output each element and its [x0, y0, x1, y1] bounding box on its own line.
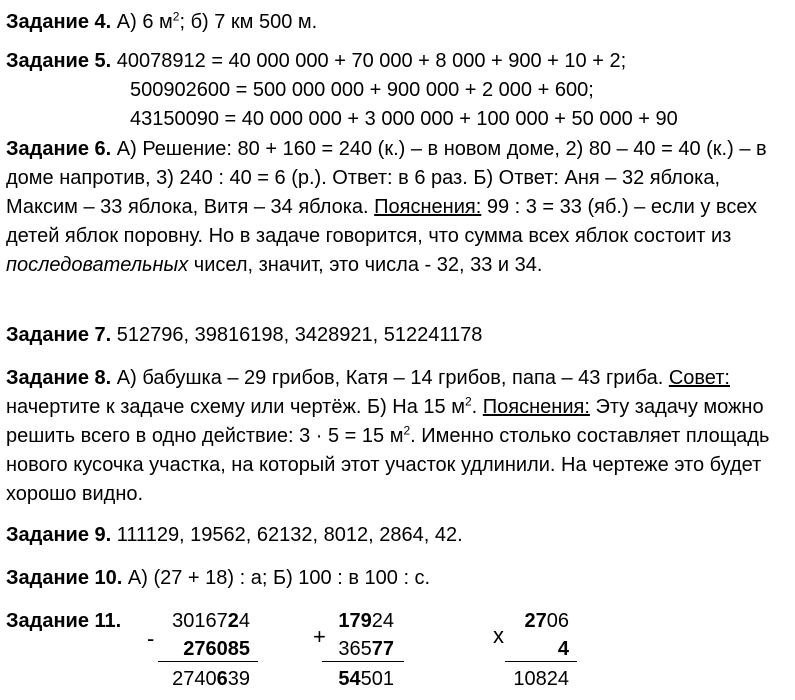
digits: 39 — [227, 668, 250, 690]
task-11-label: Задание 11. — [6, 610, 122, 632]
task-5 — [6, 47, 788, 137]
digit-bold: 4 — [557, 638, 569, 660]
digits: 365 — [338, 638, 372, 660]
task-10-answer: А) (27 + 18) : а; Б) 100 : в 100 : с. — [122, 567, 431, 589]
task-7-answer: 512796, 39816198, 3428921, 512241178 — [111, 324, 483, 346]
task-6-text-1: А) Решение: 80 + 160 = 240 (к.) – в новом доме, 2) 80 – 40 = 40 (к.) – в доме напротив, 3) 240 : 40 = 6 (р.). Ответ: в 6 раз. Б) Ответ: Аня – 32 яблока, Максим – 33 яблока, Витя – 34 яблока. — [6, 138, 767, 218]
sub-rule — [158, 661, 258, 662]
digit-bold: 2 — [227, 610, 239, 632]
task-10-label: Задание 10. — [6, 567, 123, 589]
task-10 — [6, 564, 788, 593]
task-4-label: Задание 4. — [6, 11, 112, 33]
digit-bold: 6 — [205, 638, 217, 660]
task-8-text-5: . Именно столько составляет площадь нового кусочка участка, на который этот участок удлинили. На чертеже это будет хорошо видно. — [6, 425, 770, 505]
add-term-1 — [322, 607, 394, 636]
mul-factor-2 — [505, 635, 569, 664]
task-6-text-3: чисел, значит, это числа - 32, 33 и 34. — [188, 254, 543, 276]
digits: 501 — [360, 668, 394, 690]
mul-result: 10824 — [513, 668, 569, 690]
sub-subtrahend — [158, 635, 250, 664]
mul-rule — [505, 661, 577, 662]
task-6-italic: последовательных — [6, 254, 189, 276]
task-5-line-2: 500902600 = 500 000 000 + 900 000 + 2 000 + 600; — [130, 79, 594, 101]
task-6-text-2: 99 : 3 = 33 (яб.) – если у всех детей яблок поровну. Но в задаче говорится, что сумма всех яблок состоит из — [6, 196, 758, 247]
minus-sign: - — [147, 626, 155, 651]
task-8-advice-label: Совет: — [668, 367, 730, 389]
task-6-note-label: Пояснения: — [374, 196, 482, 218]
digits-bold: 27 — [183, 638, 206, 660]
sub-minuend — [158, 607, 250, 636]
digits-bold: 17 — [338, 610, 361, 632]
task-4-answer-b: ; б) 7 км 500 м. — [179, 11, 318, 33]
digit-bold: 6 — [216, 668, 228, 690]
plus-sign: + — [313, 624, 326, 649]
digits: 2740 — [172, 668, 217, 690]
task-8-text-3: . — [471, 396, 483, 418]
task-8-text-2: начертите к задаче схему или чертёж. Б) На 15 м — [6, 396, 465, 418]
digit-bold: 5 — [238, 638, 250, 660]
digits: 4 — [238, 610, 250, 632]
mul-factor-1 — [505, 607, 569, 636]
task-9-answer: 111129, 19562, 62132, 8012, 2864, 42. — [111, 524, 463, 546]
digits-bold: 77 — [371, 638, 394, 660]
digits-bold: 08 — [216, 638, 239, 660]
superscript: 2 — [403, 423, 411, 438]
task-7 — [6, 321, 788, 350]
task-5-line-3: 43150090 = 40 000 000 + 3 000 000 + 100 000 + 50 000 + 90 — [130, 108, 678, 130]
digits: 06 — [546, 610, 569, 632]
task-5-label: Задание 5. — [6, 50, 112, 72]
add-term-2 — [322, 635, 394, 664]
digits: 30167 — [172, 610, 228, 632]
task-4 — [6, 8, 788, 37]
task-8-text-1: А) бабушка – 29 грибов, Катя – 14 грибов, папа – 43 гриба. — [111, 367, 669, 389]
task-8-note-label: Пояснения: — [482, 396, 590, 418]
task-7-label: Задание 7. — [6, 324, 112, 346]
task-8-text-4: Эту задачу можно решить всего в одно действие: 3 · 5 = 15 м — [6, 396, 764, 447]
superscript: 2 — [464, 394, 472, 409]
task-9 — [6, 521, 788, 550]
digits-bold: 54 — [338, 668, 361, 690]
add-rule — [322, 661, 404, 662]
digit-bold: 9 — [360, 610, 372, 632]
add-result — [322, 665, 394, 694]
task-8 — [6, 364, 788, 509]
digits-bold: 27 — [524, 610, 547, 632]
superscript: 2 — [172, 9, 180, 24]
task-5-line-1: 40078912 = 40 000 000 + 70 000 + 8 000 + 900 + 10 + 2; — [111, 50, 627, 72]
sub-result — [158, 665, 250, 694]
task-4-answer-a: А) 6 м — [111, 11, 173, 33]
task-9-label: Задание 9. — [6, 524, 112, 546]
task-8-label: Задание 8. — [6, 367, 112, 389]
task-6-label: Задание 6. — [6, 138, 112, 160]
digits: 24 — [371, 610, 394, 632]
task-6 — [6, 135, 788, 280]
multiply-sign: x — [493, 623, 504, 648]
